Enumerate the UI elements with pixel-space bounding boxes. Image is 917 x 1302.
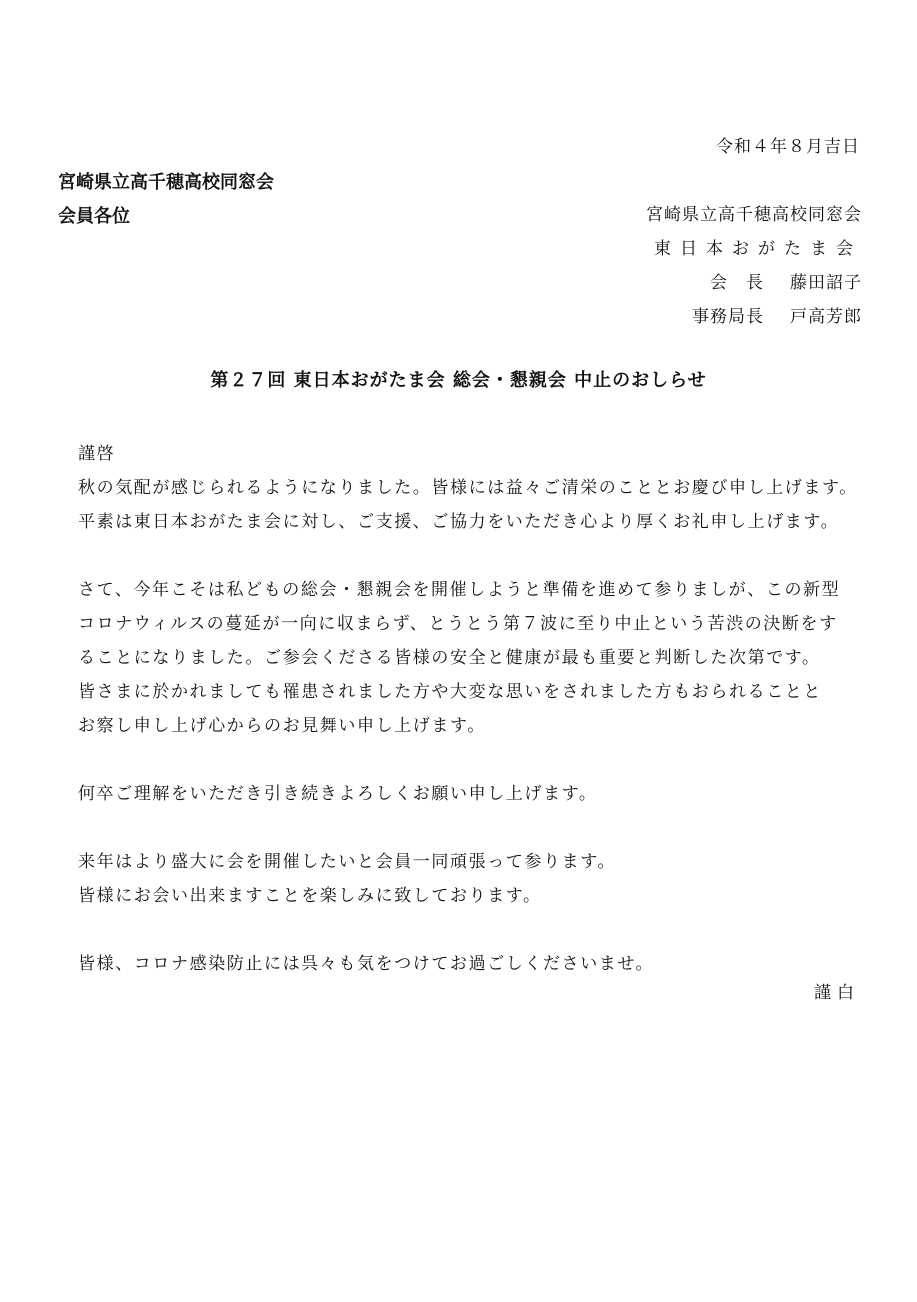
recipient-block bbox=[58, 166, 274, 234]
body-line: 何卒ご理解をいただき引き続きよろしくお願い申し上げます。 bbox=[78, 784, 598, 804]
letter-title: 第２７回 東日本おがたま会 総会・懇親会 中止のおしらせ bbox=[210, 370, 707, 391]
body-line: お察し申し上げ心からのお見舞い申し上げます。 bbox=[78, 716, 486, 736]
president-title: 会 長 bbox=[710, 273, 764, 293]
secretary-name: 戸高芳郎 bbox=[790, 307, 862, 327]
body-line: コロナウィルスの蔓延が一向に収まらず、とうとう第７波に至り中止という苦渋の決断をす bbox=[78, 614, 838, 634]
sender-secretary bbox=[646, 300, 862, 334]
body-line: さて、今年こそは私どもの総会・懇親会を開催しようと準備を進めて参りましが、この新型 bbox=[78, 580, 841, 600]
sender-president bbox=[646, 266, 862, 300]
president-name: 藤田詔子 bbox=[790, 273, 862, 293]
body-line: 秋の気配が感じられるようになりました。皆様には益々ご清栄のこととお慶び申し上げます。 bbox=[78, 478, 858, 498]
opening-salutation: 謹啓 bbox=[78, 444, 116, 464]
letter-date: 令和４年８月吉日 bbox=[716, 137, 860, 157]
sender-block bbox=[646, 198, 862, 334]
body-line: 皆様、コロナ感染防止には呉々も気をつけてお過ごしくださいませ。 bbox=[78, 954, 655, 974]
sender-organization: 宮崎県立高千穂高校同窓会 bbox=[646, 205, 862, 225]
secretary-title: 事務局長 bbox=[692, 307, 764, 327]
body-line: 皆様にお会い出来ますことを楽しみに致しております。 bbox=[78, 886, 542, 906]
sender-association: 東日本おがたま会 bbox=[654, 239, 862, 259]
body-line: 平素は東日本おがたま会に対し、ご支援、ご協力をいただき心より厚くお礼申し上げます。 bbox=[78, 512, 840, 532]
body-line: 来年はより盛大に会を開催したいと会員一同頑張って参ります。 bbox=[78, 852, 617, 872]
recipient-members: 会員各位 bbox=[58, 206, 130, 227]
closing-salutation: 謹白 bbox=[814, 983, 860, 1003]
letter-body bbox=[78, 437, 878, 981]
body-line: ることになりました。ご参会くださる皆様の安全と健康が最も重要と判断した次第です。 bbox=[78, 648, 821, 668]
body-line: 皆さまに於かれましても罹患されました方や大変な思いをされました方もおられることと bbox=[78, 682, 822, 702]
recipient-organization: 宮崎県立高千穂高校同窓会 bbox=[58, 172, 274, 193]
